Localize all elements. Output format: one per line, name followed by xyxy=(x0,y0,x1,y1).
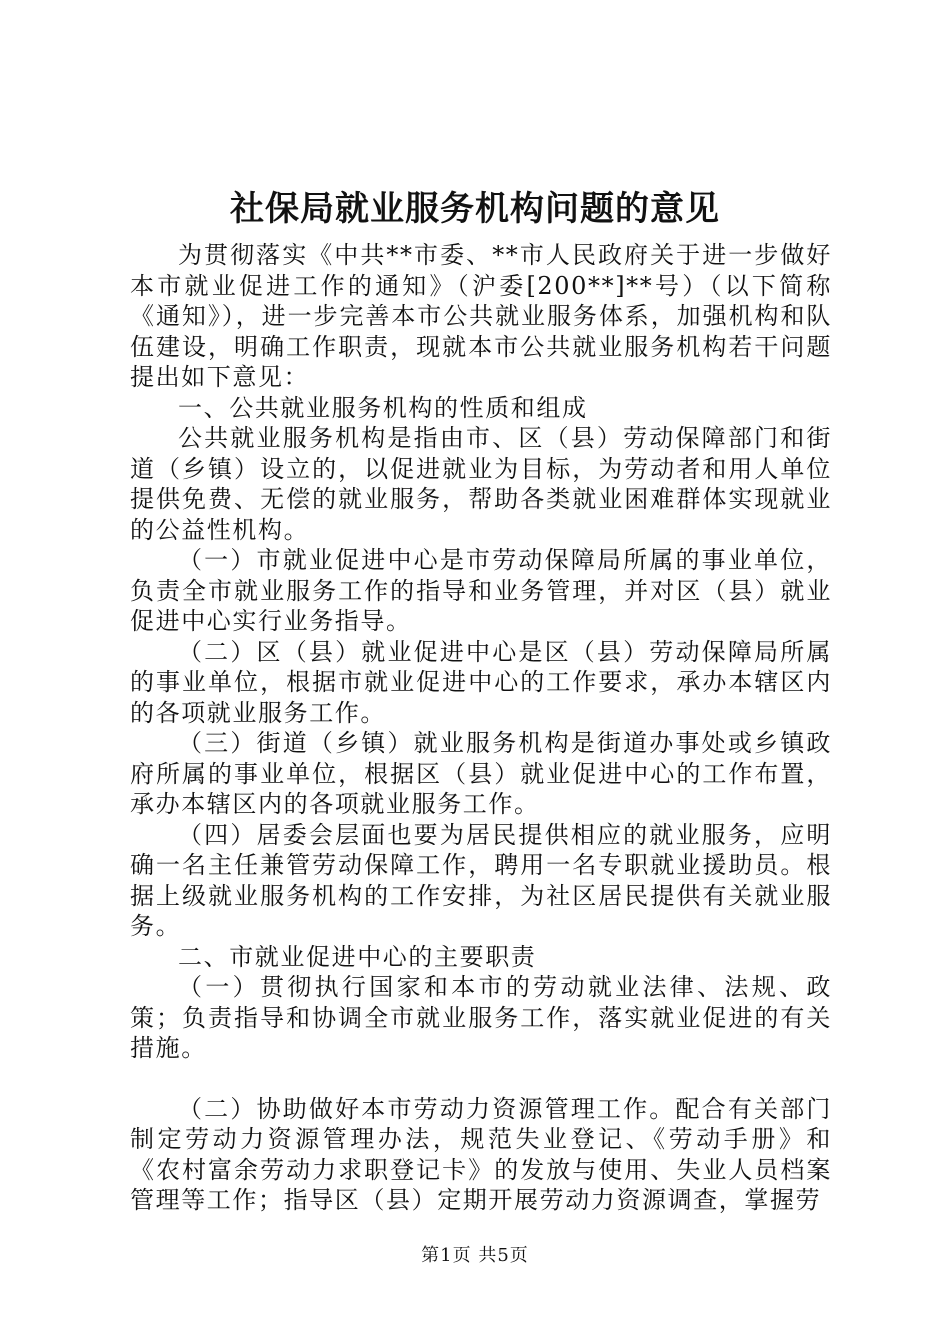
paragraph-item-2: （二）区（县）就业促进中心是区（县）劳动保障局所属的事业单位，根据市就业促进中心的工作要求，承办本辖区内的各项就业服务工作。 xyxy=(130,637,832,727)
paragraph-duty-1: （一）贯彻执行国家和本市的劳动就业法律、法规、政策；负责指导和协调全市就业服务工作，落实就业促进的有关措施。 xyxy=(130,973,832,1062)
section-heading-1: 一、公共就业服务机构的性质和组成 xyxy=(178,393,588,422)
paragraph-duty-2: （二）协助做好本市劳动力资源管理工作。配合有关部门制定劳动力资源管理办法，规范失业登记、《劳动手册》和《农村富余劳动力求职登记卡》的发放与使用、失业人员档案管理等工作；指导区（县）定期开展劳动力资源调查，掌握劳 xyxy=(130,1094,832,1214)
paragraph-intro: 为贯彻落实《中共**市委、**市人民政府关于进一步做好本市就业促进工作的通知》（沪委[200**]**号）（以下简称《通知》），进一步完善本市公共就业服务体系，加强机构和队伍建设，明确工作职责，现就本市公共就业服务机构若干问题提出如下意见： xyxy=(130,241,832,391)
paragraph-item-4: （四）居委会层面也要为居民提供相应的就业服务，应明确一名主任兼管劳动保障工作，聘用一名专职就业援助员。根据上级就业服务机构的工作安排，为社区居民提供有关就业服务。 xyxy=(130,820,832,940)
section-heading-2: 二、市就业促进中心的主要职责 xyxy=(178,942,537,971)
page-number: 第1页 共5页 xyxy=(421,1245,529,1266)
document-body xyxy=(130,240,832,1216)
paragraph-definition: 公共就业服务机构是指由市、区（县）劳动保障部门和街道（乡镇）设立的，以促进就业为目标，为劳动者和用人单位提供免费、无偿的就业服务，帮助各类就业困难群体实现就业的公益性机构。 xyxy=(130,424,832,544)
paragraph-item-3: （三）街道（乡镇）就业服务机构是街道办事处或乡镇政府所属的事业单位，根据区（县）就业促进中心的工作布置，承办本辖区内的各项就业服务工作。 xyxy=(130,729,832,818)
paragraph-item-1: （一）市就业促进中心是市劳动保障局所属的事业单位，负责全市就业服务工作的指导和业务管理，并对区（县）就业促进中心实行业务指导。 xyxy=(130,546,832,635)
document-title: 社保局就业服务机构问题的意见 xyxy=(230,189,720,229)
